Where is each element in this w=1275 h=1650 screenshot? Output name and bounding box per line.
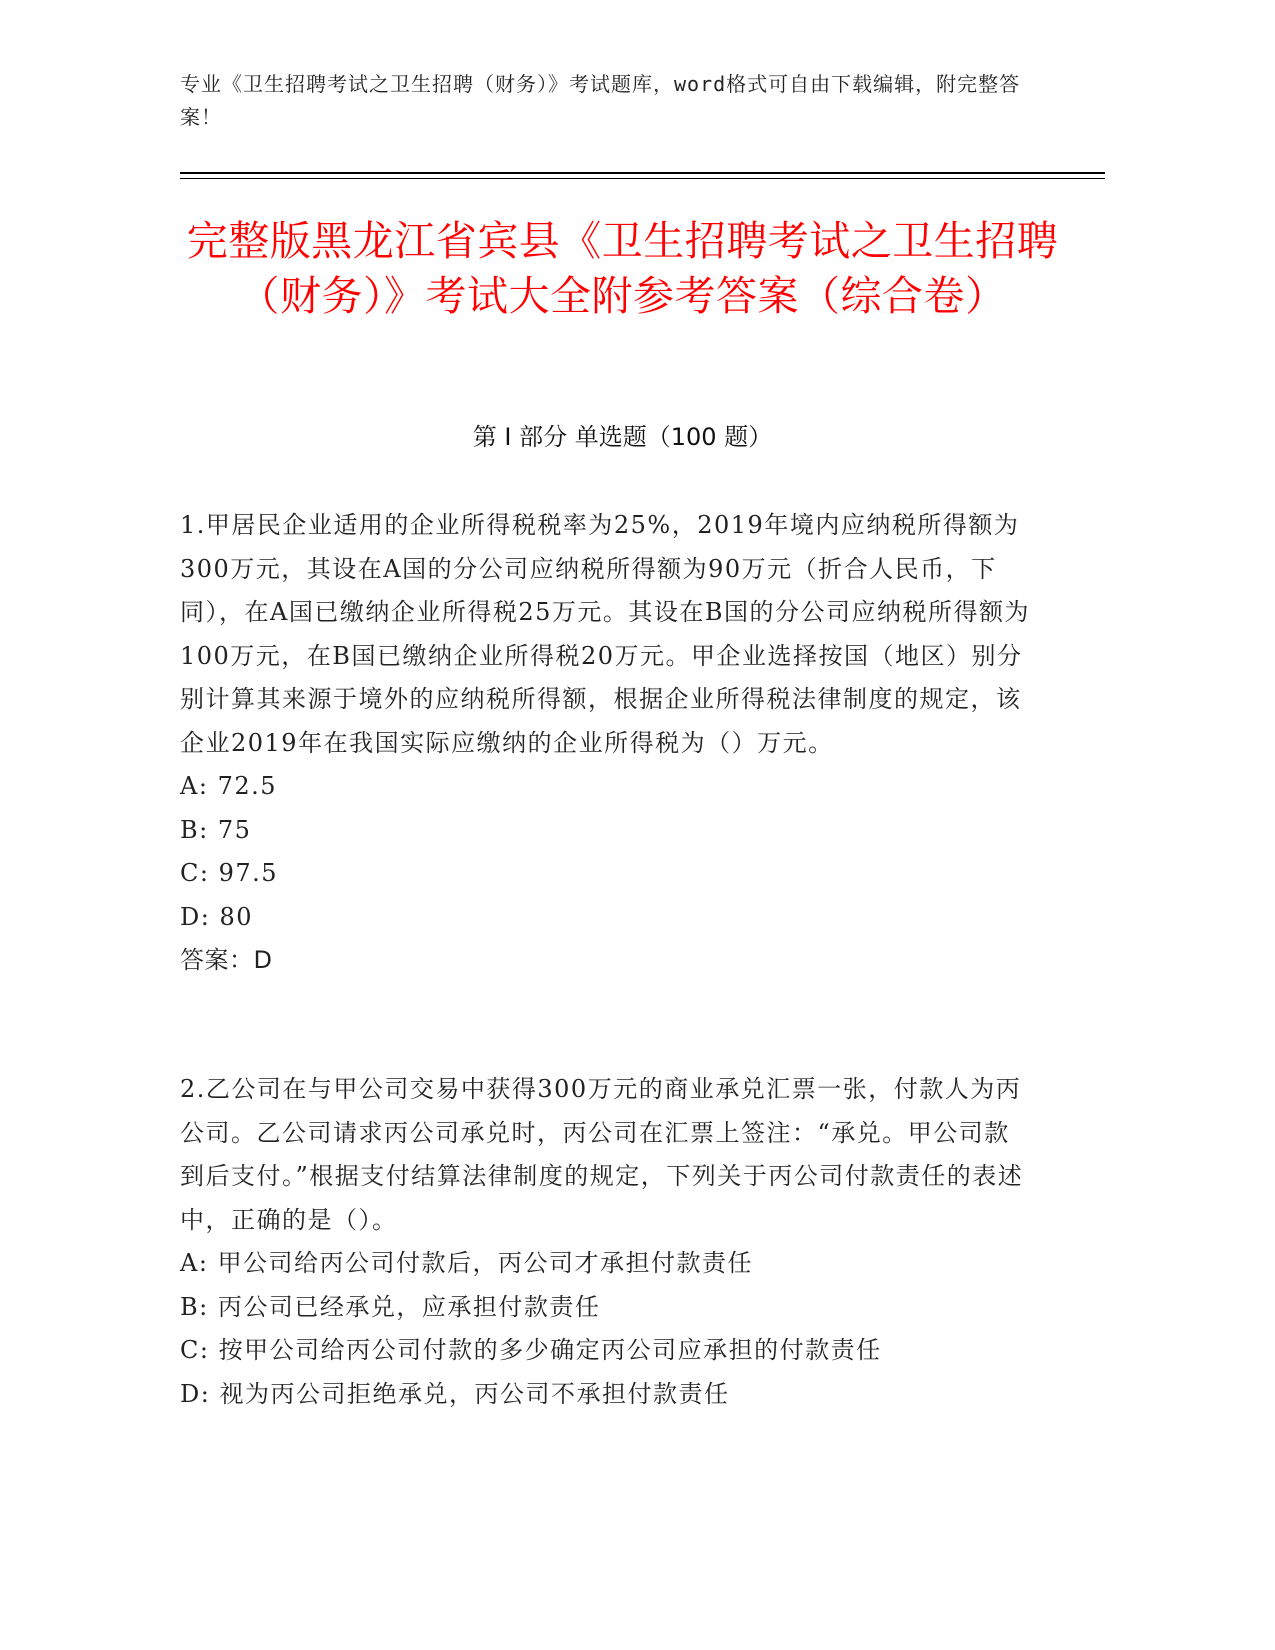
option-letter: D:	[180, 902, 211, 931]
option-a	[180, 1242, 1030, 1286]
document-title: 完整版黑龙江省宾县《卫生招聘考试之卫生招聘（财务）》考试大全附参考答案（综合卷）	[186, 217, 1059, 320]
option-letter: B:	[180, 815, 209, 844]
option-letter: D:	[180, 1379, 211, 1408]
option-text: 丙公司已经承兑，应承担付款责任	[217, 1292, 601, 1321]
option-text: 75	[217, 815, 252, 844]
option-b	[180, 809, 1030, 853]
option-letter: A:	[180, 1249, 209, 1277]
answer-line: 答案：D	[180, 946, 273, 974]
header-divider-thick	[180, 172, 1105, 174]
question-2	[180, 1068, 1030, 1416]
option-letter: C:	[180, 1336, 210, 1364]
option-c	[180, 1329, 1030, 1373]
option-letter: A:	[180, 772, 209, 800]
option-text: 80	[219, 902, 254, 931]
question-1	[180, 504, 1030, 983]
option-text: 按甲公司给丙公司付款的多少确定丙公司应承担的付款责任	[218, 1336, 882, 1364]
option-c	[180, 852, 1030, 896]
header-note: 专业《卫生招聘考试之卫生招聘（财务）》考试题库，word格式可自由下载编辑，附完整答案！	[180, 72, 1021, 129]
option-text: 97.5	[218, 859, 279, 887]
section-heading: 第 I 部分 单选题（100 题）	[472, 423, 773, 451]
option-d	[180, 896, 1030, 940]
option-text: 甲公司给丙公司付款后，丙公司才承担付款责任	[217, 1249, 754, 1277]
option-d	[180, 1373, 1030, 1417]
option-letter: B:	[180, 1292, 209, 1321]
question-stem: 1.甲居民企业适用的企业所得税税率为25%，2019年境内应纳税所得额为300万元，其设在A国的分公司应纳税所得额为90万元（折合人民币，下同），在A国已缴纳企业所得税25万元。其设在B国的分公司应纳税所得额为100万元，在B国已缴纳企业所得税20万元。甲企业选择按国（地区）别分别计算其来源于境外的应纳税所得额，根据企业所得税法律制度的规定，该企业2019年在我国实际应缴纳的企业所得税为（）万元。	[180, 511, 1031, 757]
option-a	[180, 765, 1030, 809]
header-divider-thin	[180, 178, 1105, 179]
option-text: 视为丙公司拒绝承兑，丙公司不承担付款责任	[219, 1379, 730, 1408]
option-letter: C:	[180, 859, 210, 887]
option-b	[180, 1286, 1030, 1330]
option-text: 72.5	[217, 772, 277, 800]
question-stem: 2.乙公司在与甲公司交易中获得300万元的商业承兑汇票一张，付款人为丙公司。乙公司请求丙公司承兑时，丙公司在汇票上签注：“承兑。甲公司款到后支付。”根据支付结算法律制度的规定，下列关于丙公司付款责任的表述中，正确的是（）。	[180, 1075, 1024, 1234]
